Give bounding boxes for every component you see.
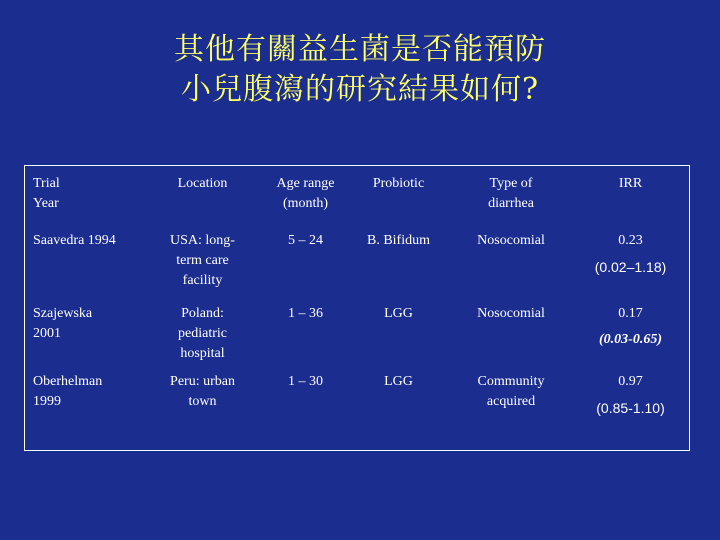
- cell-age-range: [264, 372, 347, 450]
- type-line: Community: [477, 374, 545, 389]
- cell-trial: [25, 231, 141, 304]
- header-probiotic-label: Probiotic: [372, 176, 425, 191]
- irr-confidence-interval: (0.85-1.10): [596, 400, 665, 416]
- header-location-label: Location: [177, 176, 228, 191]
- slide-title-line-2: 小兒腹瀉的研究結果如何?: [180, 72, 540, 107]
- table-row: [25, 304, 689, 372]
- trial-year: 2001: [33, 326, 61, 341]
- age-range-value: 5 – 24: [288, 233, 323, 248]
- results-table-frame: [24, 165, 690, 451]
- cell-trial: [25, 304, 141, 372]
- irr-confidence-interval: (0.02–1.18): [594, 259, 667, 275]
- cell-probiotic: [347, 304, 450, 372]
- trial-name: Oberhelman: [33, 374, 103, 389]
- header-age-range-unit: (month): [282, 196, 329, 211]
- cell-location: [141, 231, 264, 304]
- location-line: term care: [176, 253, 229, 268]
- cell-type: [450, 372, 572, 450]
- location-line: town: [188, 394, 217, 409]
- type-line: Nosocomial: [477, 306, 545, 321]
- irr-value: 0.17: [618, 306, 643, 321]
- header-location: [141, 166, 264, 231]
- cell-irr: [572, 231, 689, 304]
- header-irr-label: IRR: [618, 176, 643, 191]
- header-year-label: Year: [33, 196, 59, 211]
- cell-probiotic: [347, 231, 450, 304]
- header-type-label-line-2: diarrhea: [488, 196, 534, 211]
- probiotic-value: LGG: [384, 374, 413, 389]
- irr-value: 0.97: [618, 374, 643, 389]
- slide-title: [0, 30, 720, 110]
- cell-irr: [572, 372, 689, 450]
- type-line: Nosocomial: [477, 233, 545, 248]
- location-line: pediatric: [178, 326, 227, 341]
- results-table: [25, 166, 689, 450]
- cell-type: [450, 231, 572, 304]
- cell-irr: [572, 304, 689, 372]
- irr-value: 0.23: [618, 233, 643, 248]
- trial-name: Saavedra 1994: [33, 233, 116, 248]
- cell-probiotic: [347, 372, 450, 450]
- age-range-value: 1 – 30: [288, 374, 323, 389]
- probiotic-value: B. Bifidum: [366, 233, 430, 248]
- table-header-row: [25, 166, 689, 231]
- header-type-of-diarrhea: [450, 166, 572, 231]
- trial-year: 1999: [33, 394, 61, 409]
- type-line: acquired: [486, 394, 536, 409]
- cell-age-range: [264, 231, 347, 304]
- cell-age-range: [264, 304, 347, 372]
- header-trial-year: [25, 166, 141, 231]
- cell-type: [450, 304, 572, 372]
- table-row: [25, 231, 689, 304]
- header-probiotic: [347, 166, 450, 231]
- probiotic-value: LGG: [384, 306, 413, 321]
- table-row: [25, 372, 689, 450]
- header-type-label-line-1: Type of: [489, 176, 533, 191]
- location-line: Peru: urban: [170, 374, 235, 389]
- location-line: facility: [182, 273, 223, 288]
- cell-location: [141, 304, 264, 372]
- cell-location: [141, 372, 264, 450]
- header-trial-label: Trial: [33, 176, 60, 191]
- header-age-range-label: Age range: [276, 176, 335, 191]
- cell-trial: [25, 372, 141, 450]
- header-irr: [572, 166, 689, 231]
- location-line: USA: long-: [170, 233, 235, 248]
- location-line: Poland:: [181, 306, 224, 321]
- age-range-value: 1 – 36: [288, 306, 323, 321]
- location-line: hospital: [180, 346, 225, 361]
- slide-title-line-1: 其他有關益生菌是否能預防: [174, 32, 546, 67]
- header-age-range: [264, 166, 347, 231]
- trial-name: Szajewska: [33, 306, 93, 321]
- irr-confidence-interval: (0.03-0.65): [599, 332, 662, 347]
